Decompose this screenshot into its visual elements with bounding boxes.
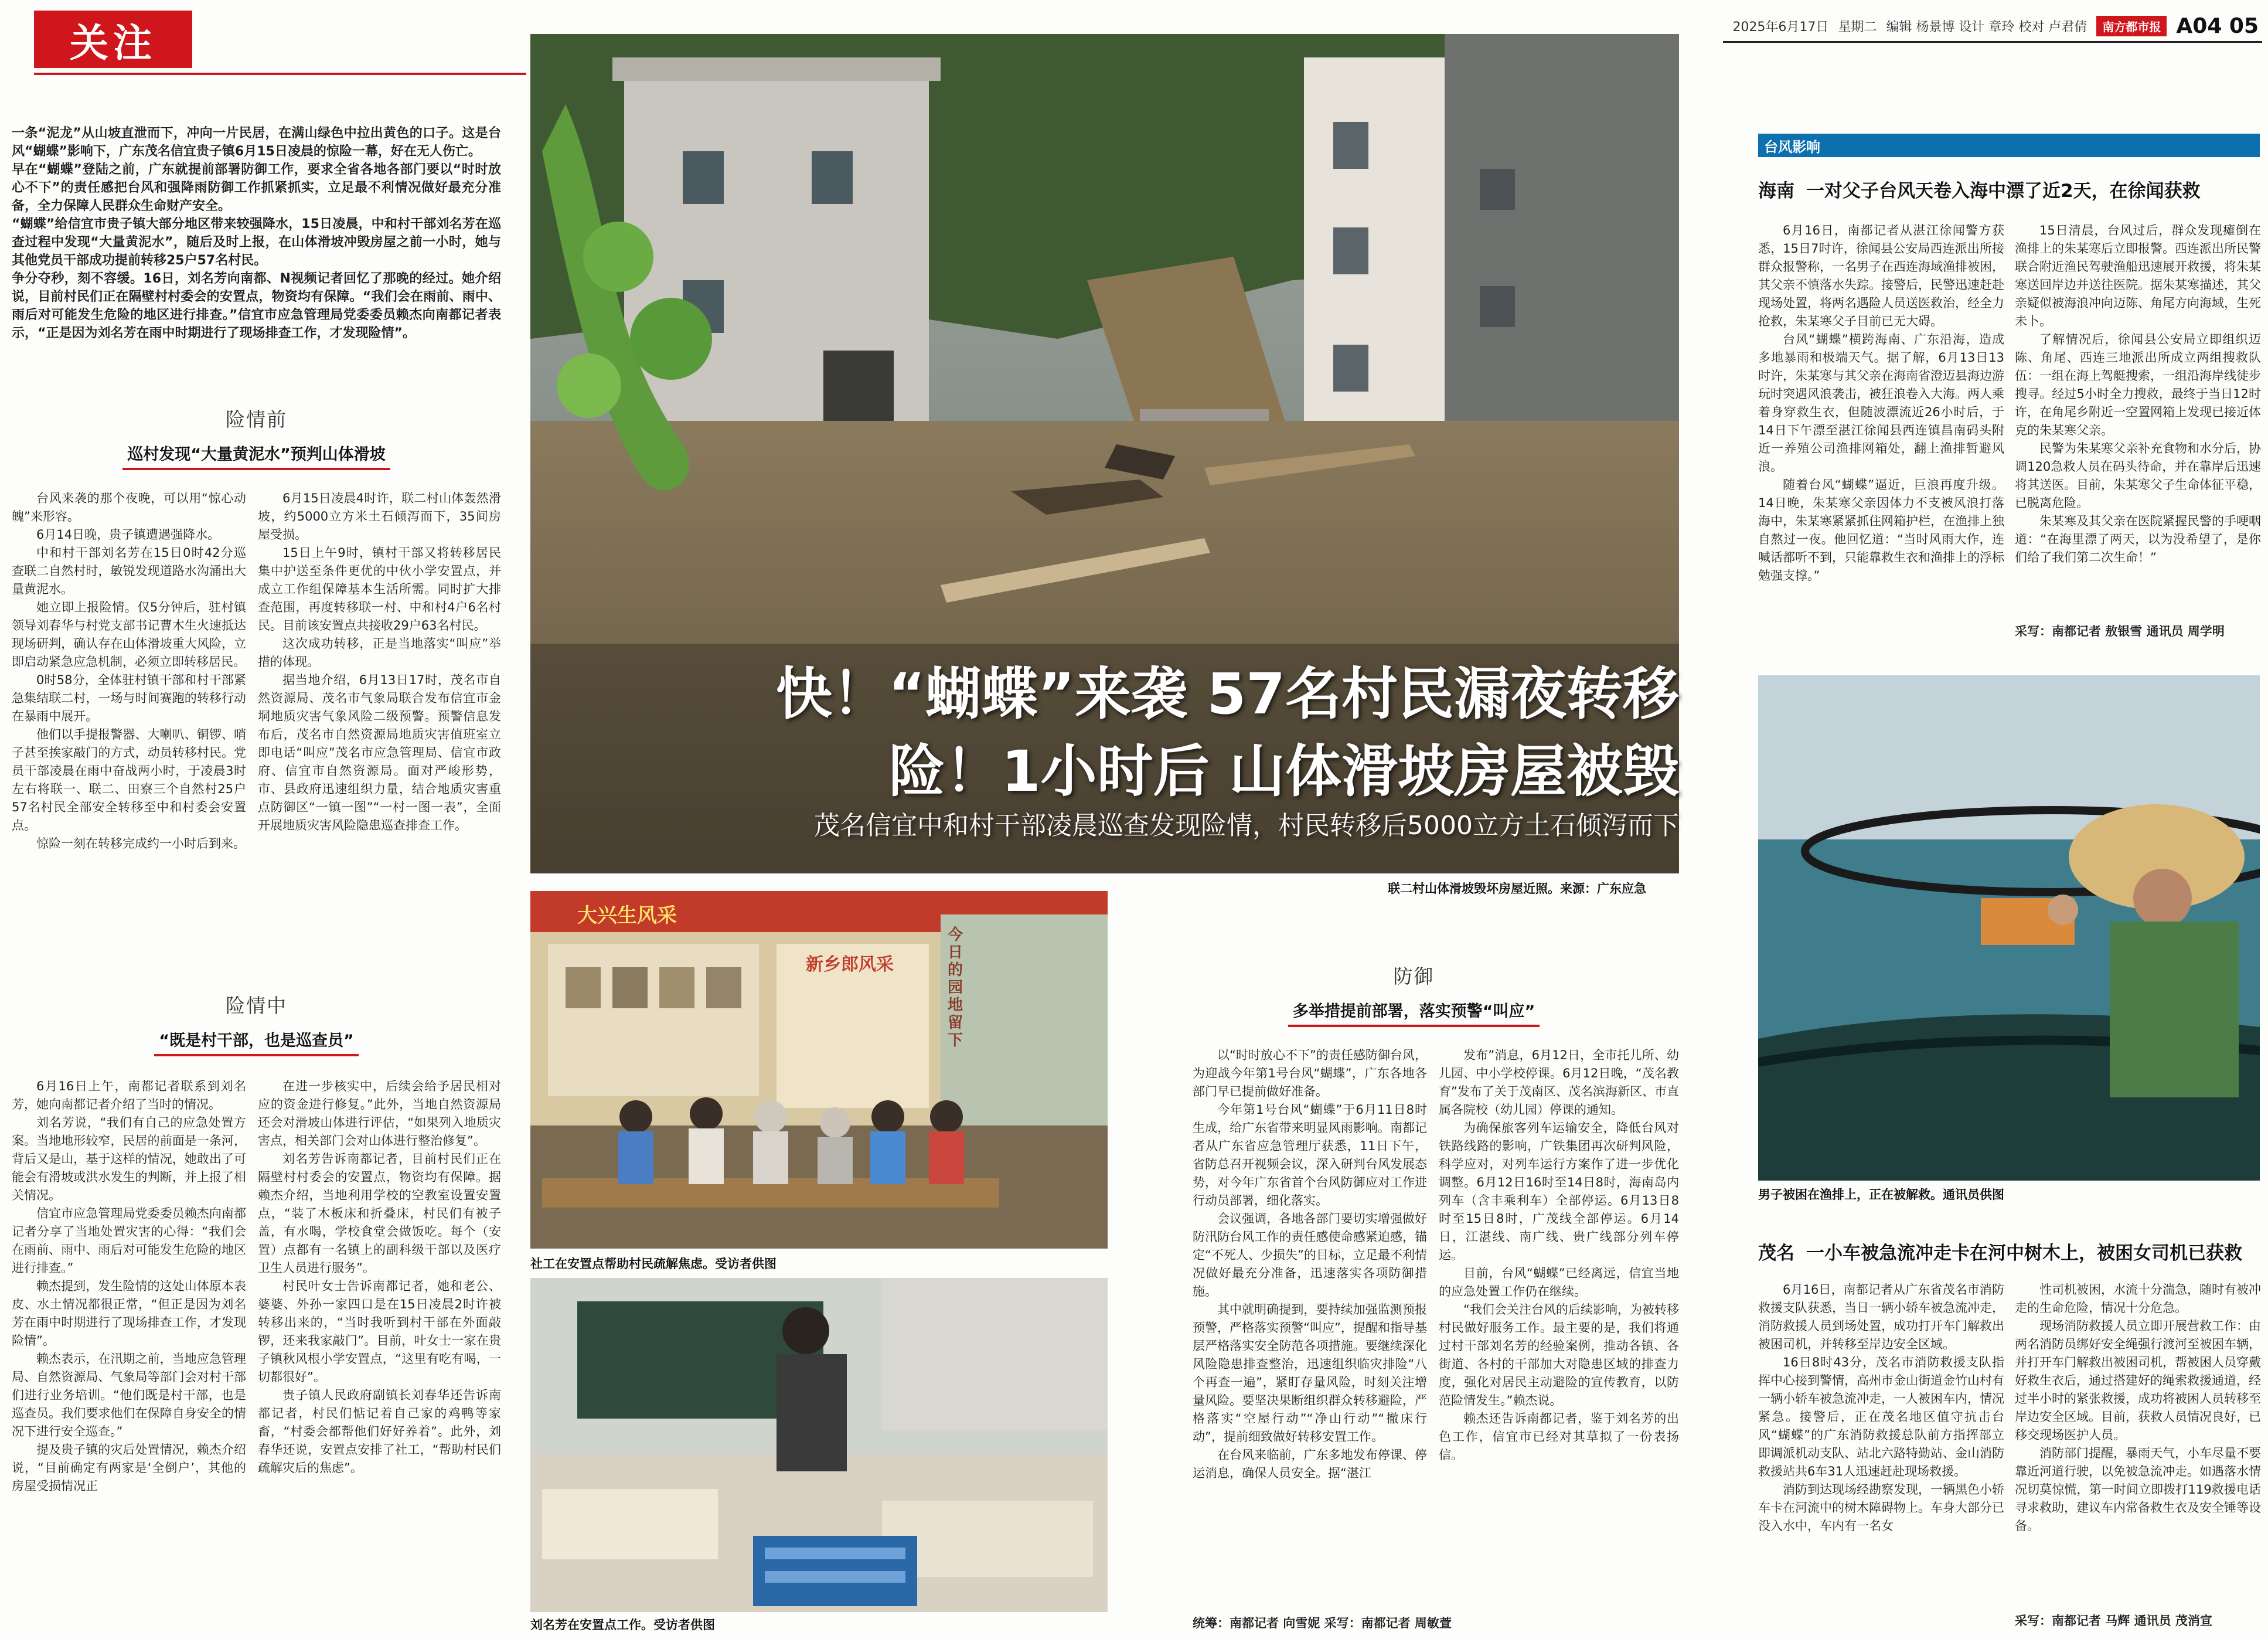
paragraph: 赖杰还告诉南都记者，鉴于刘名芳的出色工作，信宜市已经对其草拟了一份表扬信。: [1439, 1412, 1679, 1462]
section-heading-before: [12, 404, 501, 470]
paragraph: 其中就明确提到，要持续加强监测预报预警，严格落实预警“叫应”，提醒和指导基层严格落实安全防范各项措施。要继续深化风险隐患排查整治，迅速组织临灾排险“八个再查一遍”，紧盯存量风险，时刻关注增量风险。要坚决果断组织群众转移避险，严格落实“空屋行动”“净山行动”“撤床行动”，提前细致做好转移安置工作。: [1193, 1303, 1427, 1444]
paragraph: 在进一步核实中，后续会给予居民相对应的资金进行修复。”此外，当地自然资源局还会对滑坡山体进行评估，“如果列入地质灾害点，相关部门会对山体进行整治修复”。: [258, 1079, 501, 1148]
headline-deck: 茂名信宜中和村干部凌晨巡查发现险情，村民转移后5000立方土石倾泻而下: [814, 811, 1679, 841]
banner-text: 今日的园地留下: [948, 926, 963, 1049]
section-kicker: 险情前: [226, 408, 287, 431]
paragraph: 6月14日晚，贵子镇遭遇强降水。: [36, 528, 220, 542]
paragraph: 了解情况后，徐闻县公安局立即组织迈陈、角尾、西连三地派出所成立两组搜救队伍：一组在海上驾艇搜索，一组沿海岸线徒步搜寻。经过5小时全力搜救，最终于当日12时许，在角尾乡附近一空置网箱上发现已接近体克的朱某寒父亲。: [2015, 332, 2261, 437]
article-byline: 采写：南都记者 敖银雪 通讯员 周学明: [2015, 624, 2225, 638]
paragraph: 信宜市应急管理局党委委员赖杰向南都记者分享了当地处置灾害的心得：“我们会在雨前、雨中、雨后对可能发生危险的地区进行排查。”: [12, 1206, 246, 1275]
paragraph: 现场消防救援人员立即开展营救工作：由两名消防员绑好安全绳强行渡河至被困车辆，并打开车门解救出被困司机，帮被困人员穿戴好救生衣后，通过搭建好的绳索救援通道，经过半小时的紧张救援，成功将被困人员转移至岸边安全区域。目前，获救人员情况良好，已移交现场医护人员。: [2015, 1319, 2261, 1442]
issue-date: 2025年6月17日: [1732, 19, 1829, 35]
banner-text: 大兴生风采: [577, 904, 677, 927]
paragraph: 15日清晨，台风过后，群众发现瘫倒在渔排上的朱某寒后立即报警。西连派出所民警联合附近渔民驾驶渔船迅速展开救援，将朱某寒送回岸边并送往医院。据朱某寒描述，其父亲疑似被海浪冲向迈陈、角尾方向海域，生死未卜。: [2015, 223, 2261, 328]
paragraph: 他们以手提报警器、大喇叭、铜锣、哨子甚至挨家敲门的方式，动员转移村民。党员干部凌晨在雨中奋战两小时，于凌晨3时左右将联一、联二、田寮三个自然村25户57名村民全部安全转移至中和村委会安置点。: [12, 727, 246, 832]
topic-bar: 台风影响: [1758, 134, 2260, 157]
paragraph: 她立即上报险情。仅5分钟后，驻村镇领导刘春华与村党支部书记曹木生火速抵达现场研判，确认存在山体滑坡重大风险，立即启动紧急应急机制，必须立即转移居民。: [12, 600, 246, 669]
section-badge: 关注: [34, 11, 192, 68]
paragraph: 随着台风“蝴蝶”逼近，巨浪再度升级。14日晚，朱某寒父亲因体力不支被风浪打落海中，朱某寒紧紧抓住网箱护栏，在渔排上独自熬过一夜。他回忆道：“当时风雨大作，连喊话都听不到，只能靠救生衣和渔排上的浮标勉强支撑。”: [1758, 478, 2004, 583]
paragraph: 据当地介绍，6月13日17时，茂名市自然资源局、茂名市气象局联合发布信宜市金垌地质灾害气象风险二级预警。预警信息发布后，茂名市自然资源局地质灾害值班室立即电话“叫应”茂名市应急管理局、信宜市政府、信宜市自然资源局。面对严峻形势，市、县政府迅速组织力量，结合地质灾害重点防御区“一镇一图”“一村一图一表”，全面开展地质灾害风险隐患巡查排查工作。: [258, 673, 501, 832]
section-kicker: 险情中: [226, 994, 287, 1017]
section-kicker: 防御: [1393, 965, 1435, 988]
paragraph: 早在“蝴蝶”登陆之前，广东就提前部署防御工作，要求全省各地各部门要以“时时放心不下”的责任感把台风和强降雨防御工作抓紧抓实，立足最不利情况做好最充分准备，全力保障人民群众生命财产安全。: [12, 162, 501, 213]
article-column: [258, 489, 501, 835]
paragraph: 惊险一刻在转移完成约一小时后到来。: [36, 836, 246, 851]
section-title: 多举措提前部署，落实预警“叫应”: [1288, 998, 1540, 1027]
story-place: 海南: [1758, 181, 1794, 202]
section-heading-during: [12, 991, 501, 1056]
paragraph: 民警为朱某寒父亲补充食物和水分后，协调120急救人员在码头待命，并在靠岸后迅速将其送医。目前，朱某寒父子生命体征平稳，已脱离危险。: [2015, 441, 2261, 510]
story-title: [1758, 1238, 2242, 1264]
section-heading-defense: [1143, 961, 1685, 1027]
article-column: [1193, 1046, 1427, 1482]
paragraph: 以“时时放心不下”的责任感防御台风，为迎战今年第1号台风“蝴蝶”，广东各地各部门早已提前做好准备。: [1193, 1048, 1427, 1099]
paragraph: 这次成功转移，正是当地落实“叫应”举措的体现。: [258, 637, 501, 669]
paragraph: 发布”消息，6月12日，全市托儿所、幼儿园、中小学校停课。6月12日晚，“茂名教育”发布了关于茂南区、茂名滨海新区、市直属各院校（幼儿园）停课的通知。: [1439, 1048, 1679, 1117]
paragraph: 一条“泥龙”从山坡直泄而下，冲向一片民居，在满山绿色中拉出黄色的口子。这是台风“蝴蝶”影响下，广东茂名信宜贵子镇6月15日凌晨的惊险一幕，好在无人伤亡。: [12, 126, 501, 159]
section-rule: [34, 73, 526, 75]
article-column: [12, 489, 246, 853]
paragraph: 0时58分，全体驻村镇干部和村干部紧急集结联二村，一场与时间赛跑的转移行动在暴雨中展开。: [12, 673, 246, 723]
paragraph: 目前，台风“蝴蝶”已经离远，信宜当地的应急处置工作仍在继续。: [1439, 1266, 1679, 1298]
issue-weekday: 星期二: [1838, 19, 1877, 35]
paragraph: 争分夺秒，刻不容缓。16日，刘名芳向南都、N视频记者回忆了那晚的经过。她介绍说，目前村民们正在隔壁村村委会的安置点，物资均有保障。“我们会在雨前、雨中、雨后对可能发生危险的地区进行排查。”信宜市应急管理局党委委员赖杰向南都记者表示，“正是因为刘名芳在雨中时期进行了现场排查工作，才发现险情”。: [12, 271, 501, 341]
story-place: 茂名: [1758, 1243, 1794, 1264]
paragraph: 性司机被困，水流十分湍急，随时有被冲走的生命危险，情况十分危急。: [2015, 1283, 2261, 1315]
paragraph: 消防到达现场经勘察发现，一辆黑色小轿车卡在河流中的树木障碍物上。车身大部分已没入水中，车内有一名女: [1758, 1482, 2004, 1533]
lead-paragraphs: [12, 124, 501, 342]
headline-secondary: 险！1小时后 山体滑坡房屋被毁: [888, 739, 1679, 804]
header-rule: [1723, 41, 2262, 43]
paragraph: 16日8时43分，茂名市消防救援支队指挥中心接到警情，高州市金山街道金竹山村有一辆小轿车被急流冲走，一人被困车内，情况紧急。接警后，正在茂名地区值守抗击台风“蝴蝶”的广东消防救援总队前方指挥部立即调派机动支队、站北六路特勤站、金山消防救援站共6车31人迅速赶赴现场救援。: [1758, 1355, 2004, 1478]
newspaper-logo: 南方都市报: [2096, 16, 2167, 36]
story-title-text: 一小车被急流冲走卡在河中树木上，被困女司机已获救: [1806, 1243, 2242, 1264]
article-column: [1758, 222, 2004, 585]
paragraph: 今年第1号台风“蝴蝶”于6月11日8时生成，给广东省带来明显风雨影响。南都记者从广东省应急管理厅获悉，11日下午，省防总召开视频会议，深入研判台风发展态势，对今年广东省首个台风防御应对工作进行动员部署，细化落实。: [1193, 1103, 1427, 1208]
banner-text: 新乡郎风采: [806, 954, 894, 975]
story-title-text: 一对父子台风天卷入海中漂了近2天，在徐闻获救: [1806, 181, 2201, 202]
shelter-photo-caption: 社工在安置点帮助村民疏解焦虑。受访者供图: [530, 1257, 777, 1271]
rescue-photo-caption: 男子被困在渔排上，正在被解救。通讯员供图: [1758, 1188, 2004, 1202]
article-column: [1439, 1046, 1679, 1464]
section-title: 巡村发现“大量黄泥水”预判山体滑坡: [122, 441, 390, 470]
paragraph: 台风来袭的那个夜晚，可以用“惊心动魄”来形容。: [12, 491, 246, 523]
paragraph: 在台风来临前，广东多地发布停课、停运消息，确保人员安全。据“湛江: [1193, 1448, 1427, 1480]
paragraph: “蝴蝶”给信宜市贵子镇大部分地区带来较强降水，15日凌晨，中和村干部刘名芳在巡查过程中发现“大量黄泥水”，随后及时上报，在山体滑坡冲毁房屋之前一小时，她与其他党员干部成功提前转移25户57名村民。: [12, 217, 501, 268]
paragraph: 赖杰提到，发生险情的这处山体原本表皮、水土情况都很正常，“但正是因为刘名芳在雨中时期进行了现场排查工作，才发现险情”。: [12, 1279, 246, 1348]
paragraph: 刘名芳说，“我们有自己的应急处置方案。当地地形较窄，民居的前面是一条河，背后又是山，基于这样的情况，她敢出了可能会有滑坡或洪水发生的判断，并上报了相关情况。: [12, 1116, 246, 1202]
paragraph: 中和村干部刘名芳在15日0时42分巡查联二自然村时，敏锐发现道路水沟涌出大量黄泥水。: [12, 546, 246, 596]
paragraph: 6月16日上午，南都记者联系到刘名芳，她向南都记者介绍了当时的情况。: [12, 1079, 246, 1111]
editor-credits: 编辑 杨景博 设计 章玲 校对 卢君倩: [1886, 19, 2087, 35]
shelter-photo: [530, 891, 1108, 1249]
worker-photo-caption: 刘名芳在安置点工作。受访者供图: [530, 1618, 715, 1632]
rescue-photo: [1758, 675, 2260, 1181]
paragraph: 6月16日，南都记者从广东省茂名市消防救援支队获悉，当日一辆小轿车被急流冲走，消防救援人员到场处置，成功打开车门解救出被困司机，并转移至岸边安全区域。: [1758, 1283, 2004, 1351]
paragraph: 提及贵子镇的灾后处置情况，赖杰介绍说，“目前确定有两家是‘全倒户’，其他的房屋受损情况正: [12, 1443, 246, 1493]
paragraph: 贵子镇人民政府副镇长刘春华还告诉南都记者，村民们惦记着自己家的鸡鸭等家畜，“村委会都帮他们好好养着”。此外，刘春华还说，安置点安排了社工，“帮助村民们疏解灾后的焦虑”。: [258, 1388, 501, 1475]
article-byline: 统筹：南都记者 向雪妮 采写：南都记者 周敏萱: [1193, 1616, 1452, 1630]
paragraph: 消防部门提醒，暴雨天气，小车尽量不要靠近河道行驶，以免被急流冲走。如遇落水情况切莫惊慌，第一时间立即拨打119救援电话寻求救助，建议车内常备救生衣及安全锤等设备。: [2015, 1446, 2261, 1533]
story-title: [1758, 176, 2201, 202]
paragraph: 刘名芳告诉南都记者，目前村民们正在隔壁村村委会的安置点，物资均有保障。据赖杰介绍，当地利用学校的空教室设置安置点，“装了木板床和折叠床，村民们有被子盖，有水喝，学校食堂会做饭吃。每个（安置）点都有一名镇上的副科级干部以及医疗卫生人员进行服务”。: [258, 1152, 501, 1275]
main-photo-caption: 联二村山体滑坡毁坏房屋近照。来源：广东应急: [1388, 882, 1646, 896]
article-column: [2015, 1281, 2261, 1535]
paragraph: “我们会关注台风的后续影响，为被转移村民做好服务工作。最主要的是，我们将通过村干部刘名芳的经验案例，推动各镇、各街道、各村的干部加大对隐患区域的排查力度，强化对居民主动避险的宣传教育，以防范险情发生。”赖杰说。: [1439, 1303, 1679, 1407]
paragraph: 会议强调，各地各部门要切实增强做好防汛防台风工作的责任感使命感紧迫感，锚定“不死人、少损失”的目标，立足最不利情况做好最充分准备，迅速落实各项防御措施。: [1193, 1212, 1427, 1298]
paragraph: 赖杰表示，在汛期之前，当地应急管理局、自然资源局、气象局等部门会对村干部们进行业务培训。“他们既是村干部，也是巡查员。我们要求他们在保障自身安全的情况下进行安全巡查。”: [12, 1352, 246, 1439]
article-column: [2015, 222, 2261, 567]
worker-photo: [530, 1278, 1108, 1612]
page-meta: [1732, 14, 2259, 38]
paragraph: 台风“蝴蝶”横跨海南、广东沿海，造成多地暴雨和极端天气。据了解，6月13日13时许，朱某寒与其父亲在海南省澄迈县海边游玩时突遇风浪袭击，被狂浪卷入大海。两人乘着身穿救生衣，但随波漂流近26小时后，于14日下午漂至湛江徐闻县西连镇昌南码头附近一养殖公司渔排网箱处，翻上渔排暂避风浪。: [1758, 332, 2004, 474]
paragraph: 朱某寒及其父亲在医院紧握民警的手哽咽道：“在海里漂了两天，以为没希望了，是你们给了我们第二次生命！”: [2015, 514, 2261, 565]
page-number: A04 05: [2176, 13, 2259, 38]
paragraph: 村民叶女士告诉南都记者，她和老公、婆婆、外孙一家四口是在15日凌晨2时许被转移出来的，“当时我听到村干部在外面敲锣，还来我家敲门”。目前，叶女士一家在贵子镇秋风根小学安置点，“这里有吃有喝，一切都很好”。: [258, 1279, 501, 1384]
article-column: [12, 1077, 246, 1495]
article-column: [258, 1077, 501, 1477]
paragraph: 15日上午9时，镇村干部又将转移居民集中护送至条件更优的中伙小学安置点，并成立工作组保障基本生活所需。同时扩大排查范围，再度转移联一村、中和村4户6名村民。目前该安置点共接收29户63名村民。: [258, 546, 501, 633]
article-column: [1758, 1281, 2004, 1535]
paragraph: 6月16日，南都记者从湛江徐闻警方获悉，15日7时许，徐闻县公安局西连派出所接群众报警称，一名男子在西连海域渔排被困，其父亲不慎落水失踪。接警后，民警迅速赶赴现场处置，将两名遇险人员送医救治，经全力抢救，朱某寒父子目前已无大碍。: [1758, 223, 2004, 328]
paragraph: 6月15日凌晨4时许，联二村山体轰然滑坡，约5000立方米土石倾泻而下，35间房屋受损。: [258, 491, 501, 542]
headline-primary: 快！“蝴蝶”来袭 57名村民漏夜转移: [775, 661, 1679, 727]
paragraph: 为确保旅客列车运输安全，降低台风对铁路线路的影响，广铁集团再次研判风险，科学应对，对列车运行方案作了进一步优化调整。6月12日16时至14日8时，海南岛内列车（含丰乘利车）全部停运。6月13日8时至15日8时，广茂线全部停运。6月14日，江湛线、南广线、贵广线部分列车停运。: [1439, 1121, 1679, 1262]
section-title: “既是村干部，也是巡查员”: [154, 1028, 359, 1056]
article-byline: 采写：南都记者 马辉 通讯员 茂消宣: [2015, 1614, 2212, 1628]
